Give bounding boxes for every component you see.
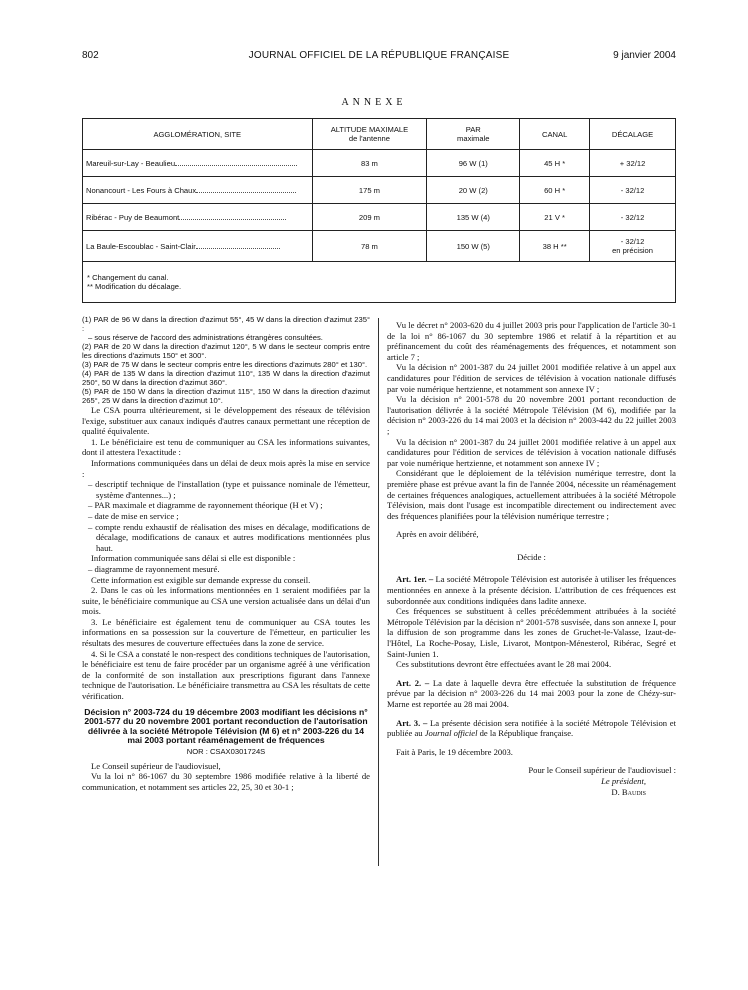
article-1: Art. 1er. – La société Métropole Télévision est autorisée à utiliser les fréquences mentionnées en annexe à la présente décision. L'attribution de ces fréquences est subordonnée aux conditions indiquées dans ladite annexe. [387,574,676,606]
header-par: PAR maximale [427,119,520,150]
table-row [83,150,676,177]
cell-decalage: - 32/12 en précision [590,231,676,262]
cell-altitude: 78 m [312,231,427,262]
cell-par: 96 W (1) [427,150,520,177]
list-item: – diagramme de rayonnement mesuré. [88,563,220,574]
list-item: – PAR maximale et diagramme de rayonnement théorique (H et V) ; [88,500,323,511]
table-notes [83,262,676,303]
signature-title: Le président, [601,775,646,786]
footnote-3: (3) PAR de 75 W dans le secteur compris entre les directions d'azimuts 280° et 130°. [82,360,368,369]
journal-officiel: Journal officiel [424,728,478,739]
paragraph: Information communiquée sans délai si elle est disponible : [91,553,296,564]
footnote-5: (5) PAR de 150 W dans la direction d'azimut 115°, 150 W dans la direction d'azimut 265°, 25 W dans la direction d'azimut 10°. [82,387,370,405]
footnote-2: (2) PAR de 20 W dans la direction d'azimut 120°, 5 W dans le secteur compris entre les directions d'azimuts 150° et 300°. [82,342,370,360]
note-decalage: ** Modification du décalage. [87,282,182,291]
paragraph: 3. Le bénéficiaire est également tenu de communiquer au CSA toutes les informations en sa possession sur la couverture de l'émetteur, en particulier les résultats des mesures de couverture effectuées dans la zone de service. [82,616,370,649]
paragraph: 1. Le bénéficiaire est tenu de communiquer au CSA les informations suivantes, dont il attestera l'exactitude : [82,436,370,458]
nor-reference: NOR : CSAX0301724S [186,747,266,756]
paragraph: Considérant que le déploiement de la télévision numérique terrestre, dont la première phase est prévue avant la fin de l'année 2004, nécessite un réaménagement de certaines fréquences analogiques, actuellement attribuées à la société Métropole Télévision, mais dont l'usage est incompatible directement ou indirectement avec des fréquences planifiées pour la télévision numérique terrestre ; [387,468,676,521]
spacer [387,739,676,747]
decision-title: Décision n° 2003-724 du 19 décembre 2003 modifiant les décisions n° 2001-577 du 20 novembre 2001 portant reconduction de l'autorisation délivrée à la société Métropole Télévision (M 6) et n° 2003-226 du 14 mai 2003 portant réaménagement de fréquences [84,706,368,746]
article-3-label: Art. 3. – [396,717,428,728]
table-header-row [83,119,676,150]
table-row [83,231,676,262]
column-divider [378,318,379,866]
fait-a-paris: Fait à Paris, le 19 décembre 2003. [396,746,513,757]
header-site: AGGLOMÉRATION, SITE [83,119,313,150]
article-3: Art. 3. – La présente décision sera notifiée à la société Métropole Télévision et publiée au Journal officiel de la République française. [387,717,676,739]
cell-decalage: - 32/12 [590,177,676,204]
header-canal: CANAL [520,119,590,150]
cell-site: Ribérac - Puy de Beaumont [83,204,313,231]
article-1-label: Art. 1er. – [396,574,434,585]
paragraph: Ces fréquences se substituent à celles précédemment attribuées à la société Métropole Télévision par la décision n° 2001-578 susvisée, dans son annexe I, pour la diffusion de son programme dans les zones de Gruchet-le-Valasse, Izaut-de-l'Hôtel, La Roche-Posay, Lisle, Livarot, Montpon-Ménesterol, Ribérac, Segré et Saint-Junien 1. [387,606,676,659]
signature-name: D. Baudis [611,786,646,797]
cell-site: Mareuil-sur-Lay - Beaulieu [83,150,313,177]
cell-altitude: 83 m [312,150,427,177]
footnote-1-reserve: – sous réserve de l'accord des administrations étrangères consultées. [88,333,323,342]
cell-canal: 45 H * [520,150,590,177]
note-canal: * Changement du canal. [87,273,169,282]
signature-line-1: Pour le Conseil supérieur de l'audiovisuel : [528,765,676,776]
footnote-1: (1) PAR de 96 W dans la direction d'azimut 55°, 45 W dans la direction d'azimut 235° : [82,315,370,333]
cell-altitude: 209 m [312,204,427,231]
cell-canal: 21 V * [520,204,590,231]
paragraph: Après en avoir délibéré, [396,529,479,540]
paragraph: Vu la loi n° 86-1067 du 30 septembre 1986 modifiée relative à la liberté de communication, et notamment ses articles 22, 25, 30 et 30-1 ; [82,771,370,792]
spacer [387,670,676,678]
cell-par: 20 W (2) [427,177,520,204]
header-decalage: DÉCALAGE [590,119,676,150]
paragraph: Vu la décision n° 2001-387 du 24 juillet 2001 modifiée relative à un appel aux candidatures pour l'édition de services de télévision à vocation nationale diffusés par voie numérique hertzienne, et notamment son annexe IV ; [387,436,676,468]
list-item: – descriptif technique de l'installation (type et puissance nominale de l'émetteur, système d'antennes...) ; [88,479,370,500]
cell-site: Nonancourt - Les Fours à Chaux [83,177,313,204]
paragraph: Le CSA pourra ultérieurement, si le développement des réseaux de télévision l'exige, substituer aux canaux indiqués d'autres canaux permettant une réception de qualité équivalente. [82,405,370,437]
article-2: Art. 2. – La date à laquelle devra être effectuée la substitution de fréquence prévue par la décision n° 2003-226 du 14 mai 2003 pour la zone de Chézy-sur-Marne est reportée au 28 mai 2004. [387,677,676,709]
page-header [82,50,676,64]
paragraph: Cette information est exigible sur demande expresse du conseil. [91,574,311,585]
footnotes [82,315,370,405]
article-2-label: Art. 2. – [396,677,430,688]
cell-site: La Baule-Escoublac - Saint-Clair [83,231,313,262]
frequency-table [82,118,676,303]
paragraph: Informations communiquées dans un délai de deux mois après la mise en service : [82,457,370,479]
spacer [387,521,676,529]
decide-heading: Décide : [517,551,546,562]
cell-par: 135 W (4) [427,204,520,231]
page-number: 802 [82,50,99,61]
table-row [83,204,676,231]
cell-altitude: 175 m [312,177,427,204]
table-notes-row [83,262,676,303]
paragraph: Ces substitutions devront être effectuées avant le 28 mai 2004. [396,659,612,670]
cell-decalage: - 32/12 [590,204,676,231]
right-column [387,320,676,797]
paragraph: Vu le décret n° 2003-620 du 4 juillet 2003 pris pour l'application de l'article 30-1 de la loi n° 86-1067 du 30 septembre 1986 et relatif à la répartition et au préfinancement du coût des réaménagements des fréquences, et notamment son article 7 ; [387,320,676,362]
journal-title: JOURNAL OFFICIEL DE LA RÉPUBLIQUE FRANÇAISE [248,50,510,61]
cell-par: 150 W (5) [427,231,520,262]
paragraph: 2. Dans le cas où les informations mentionnées en 1 seraient modifiées par la suite, le bénéficiaire communique au CSA une version actualisée dans un délai d'un mois. [82,585,370,617]
paragraph: 4. Si le CSA a constaté le non-respect des conditions techniques de l'autorisation, le bénéficiaire est tenu de faire procéder par un organisme agréé à une vérification de la conformité de son installation aux prescriptions figurant dans l'annexe technique de l'autorisation. Le bénéficiaire transmettra au CSA les résultats de cette vérification. [82,648,370,702]
list-item: – date de mise en service ; [88,510,179,521]
paragraph: Le Conseil supérieur de l'audiovisuel, [91,760,221,771]
spacer [387,710,676,718]
spacer [387,562,676,574]
paragraph: Vu la décision n° 2001-578 du 20 novembre 2001 portant reconduction de l'autorisation délivrée à la société Métropole Télévision (M 6), modifiée par la décision n° 2003-226 du 14 mai 2003 et la décision n° 2003-442 du 22 juillet 2003 ; [387,394,676,436]
cell-canal: 60 H * [520,177,590,204]
list-item: – compte rendu exhaustif de réalisation des mises en décalage, modifications de décalage, modifications de canaux et autres modifications mentionnées plus haut. [88,521,370,553]
header-altitude: ALTITUDE MAXIMALE de l'antenne [312,119,427,150]
cell-decalage: + 32/12 [590,150,676,177]
spacer [387,757,676,765]
left-column [82,315,370,792]
footnote-4: (4) PAR de 135 W dans la direction d'azimut 110°, 135 W dans la direction d'azimut 250°, 50 W dans la direction d'azimut 360°. [82,369,370,387]
spacer [387,540,676,552]
table-row [83,177,676,204]
cell-canal: 38 H ** [520,231,590,262]
paragraph: Vu la décision n° 2001-387 du 24 juillet 2001 modifiée relative à un appel aux candidatures pour l'édition de services de télévision à vocation nationale diffusés par voie numérique hertzienne, et notamment son annexe IV ; [387,362,676,394]
issue-date: 9 janvier 2004 [613,50,676,61]
annexe-title: ANNEXE [341,97,407,108]
